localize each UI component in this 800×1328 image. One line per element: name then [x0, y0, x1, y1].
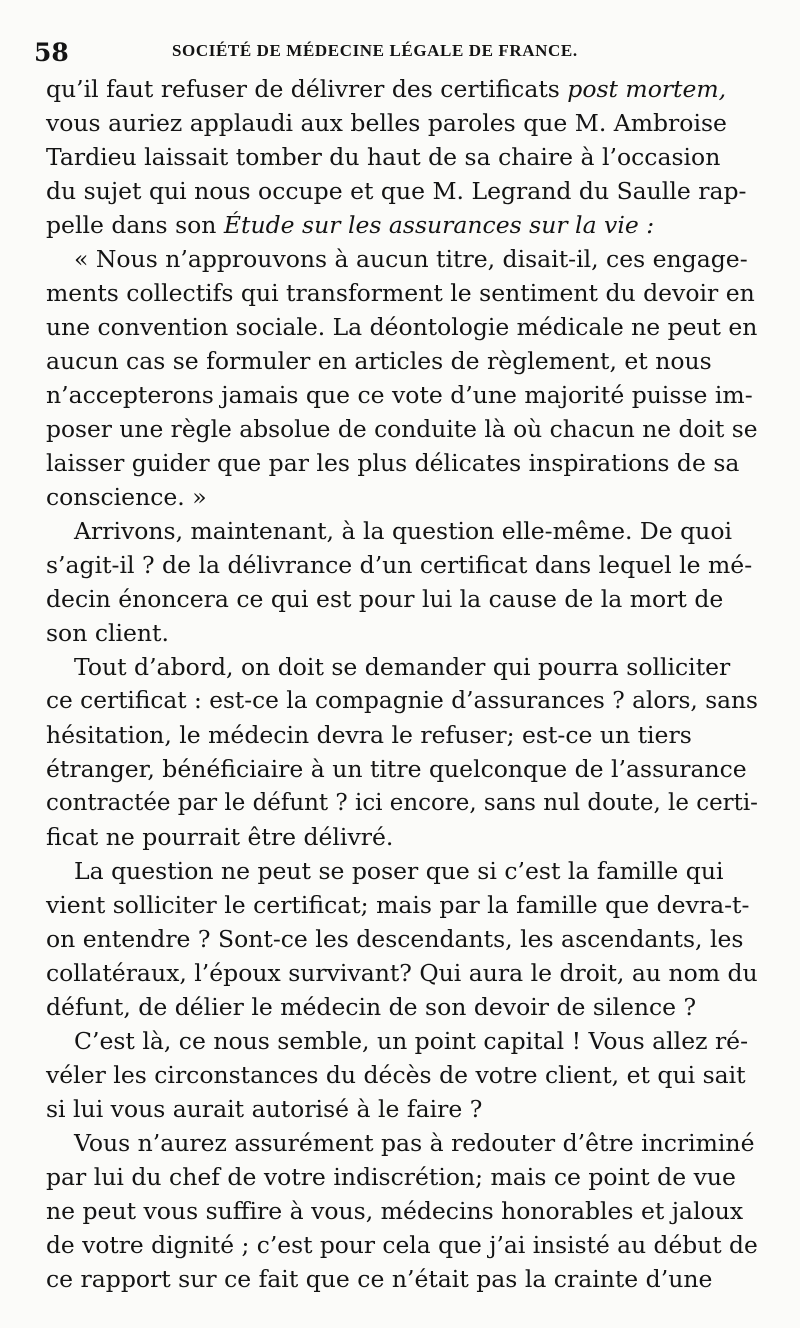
- text-segment: laisser guider que par les plus délicates inspirations de sa: [46, 449, 740, 477]
- text-segment: vous auriez applaudi aux belles paroles que M. Ambroise: [46, 109, 727, 137]
- text-line: [46, 582, 758, 616]
- text-segment: conscience. »: [46, 483, 207, 511]
- text-segment: ments collectifs qui transforment le sentiment du devoir en: [46, 279, 755, 307]
- text-line: [46, 310, 758, 344]
- text-segment: Vous n’aurez assurément pas à redouter d’être incriminé: [74, 1129, 755, 1157]
- text-line: [46, 1058, 758, 1092]
- text-line: [46, 922, 758, 956]
- text-segment: contractée par le défunt ? ici encore, sans nul doute, le certi-: [46, 790, 758, 816]
- text-segment: poser une règle absolue de conduite là où chacun ne doit se: [46, 415, 758, 443]
- text-segment: vient solliciter le certificat; mais par la famille que devra-t-: [46, 891, 750, 919]
- text-segment: une convention sociale. La déontologie médicale ne peut en: [46, 313, 758, 341]
- text-segment: decin énoncera ce qui est pour lui la cause de la mort de: [46, 585, 724, 613]
- text-line: [46, 1194, 758, 1228]
- italic-text: post mortem,: [567, 75, 727, 103]
- text-line: [46, 1024, 758, 1058]
- text-line: [46, 242, 758, 276]
- text-line: [46, 140, 758, 174]
- italic-text: Étude sur les assurances sur la vie :: [223, 211, 655, 239]
- text-segment: Tardieu laissait tomber du haut de sa chaire à l’occasion: [46, 143, 721, 171]
- text-segment: hésitation, le médecin devra le refuser; est-ce un tiers: [46, 721, 692, 749]
- text-line: [46, 514, 758, 548]
- text-line: [46, 106, 758, 140]
- text-segment: étranger, bénéficiaire à un titre quelconque de l’assurance: [46, 755, 747, 783]
- text-segment: véler les circonstances du décès de votre client, et qui sait: [46, 1061, 746, 1089]
- text-segment: ne peut vous suffire à vous, médecins honorables et jaloux: [46, 1197, 744, 1225]
- text-line: [46, 1228, 758, 1262]
- text-segment: collatéraux, l’époux survivant? Qui aura le droit, au nom du: [46, 959, 758, 987]
- text-line: [46, 72, 758, 106]
- text-segment: ce rapport sur ce fait que ce n’était pas la crainte d’une: [46, 1265, 713, 1293]
- text-line: [46, 752, 758, 786]
- text-segment: son client.: [46, 619, 169, 647]
- text-segment: C’est là, ce nous semble, un point capital ! Vous allez ré-: [74, 1027, 749, 1055]
- text-segment: « Nous n’approuvons à aucun titre, disait-il, ces engage-: [74, 245, 748, 273]
- text-segment: aucun cas se formuler en articles de règlement, et nous: [46, 347, 712, 375]
- text-segment: ficat ne pourrait être délivré.: [46, 823, 394, 851]
- text-line: [46, 412, 758, 446]
- text-line: [46, 548, 758, 582]
- text-line: [46, 378, 758, 412]
- text-line: [46, 174, 758, 208]
- text-line: [46, 344, 758, 378]
- text-segment: La question ne peut se poser que si c’est la famille qui: [74, 857, 724, 885]
- text-line: [46, 786, 758, 820]
- text-line: [46, 616, 758, 650]
- text-segment: s’agit-il ? de la délivrance d’un certificat dans lequel le mé-: [46, 551, 753, 579]
- text-line: [46, 1160, 758, 1194]
- text-segment: de votre dignité ; c’est pour cela que j’ai insisté au début de: [46, 1231, 758, 1259]
- text-segment: Tout d’abord, on doit se demander qui pourra solliciter: [74, 653, 731, 681]
- text-segment: on entendre ? Sont-ce les descendants, les ascendants, les: [46, 925, 744, 953]
- text-line: [46, 1262, 758, 1296]
- text-line: [46, 480, 758, 514]
- text-segment: qu’il faut refuser de délivrer des certificats: [46, 75, 568, 103]
- text-line: [46, 208, 758, 242]
- text-line: [46, 990, 758, 1024]
- body-text: [46, 72, 758, 1296]
- text-line: [46, 888, 758, 922]
- running-head: SOCIÉTÉ DE MÉDECINE LÉGALE DE FRANCE.: [172, 41, 578, 60]
- text-line: [46, 718, 758, 752]
- text-line: [46, 684, 758, 718]
- text-segment: si lui vous aurait autorisé à le faire ?: [46, 1095, 483, 1123]
- text-line: [46, 276, 758, 310]
- text-line: [46, 820, 758, 854]
- text-segment: pelle dans son: [46, 211, 224, 239]
- text-line: [46, 854, 758, 888]
- text-segment: par lui du chef de votre indiscrétion; mais ce point de vue: [46, 1163, 736, 1191]
- page-number: 58: [34, 38, 69, 67]
- page-header: [34, 38, 754, 72]
- text-line: [46, 650, 758, 684]
- text-segment: Arrivons, maintenant, à la question elle-même. De quoi: [74, 517, 732, 545]
- text-segment: n’accepterons jamais que ce vote d’une majorité puisse im-: [46, 381, 753, 409]
- text-segment: ce certificat : est-ce la compagnie d’assurances ? alors, sans: [46, 687, 758, 714]
- text-line: [46, 1092, 758, 1126]
- text-line: [46, 1126, 758, 1160]
- text-segment: défunt, de délier le médecin de son devoir de silence ?: [46, 993, 697, 1021]
- text-line: [46, 956, 758, 990]
- text-line: [46, 446, 758, 480]
- text-segment: du sujet qui nous occupe et que M. Legrand du Saulle rap-: [46, 177, 747, 205]
